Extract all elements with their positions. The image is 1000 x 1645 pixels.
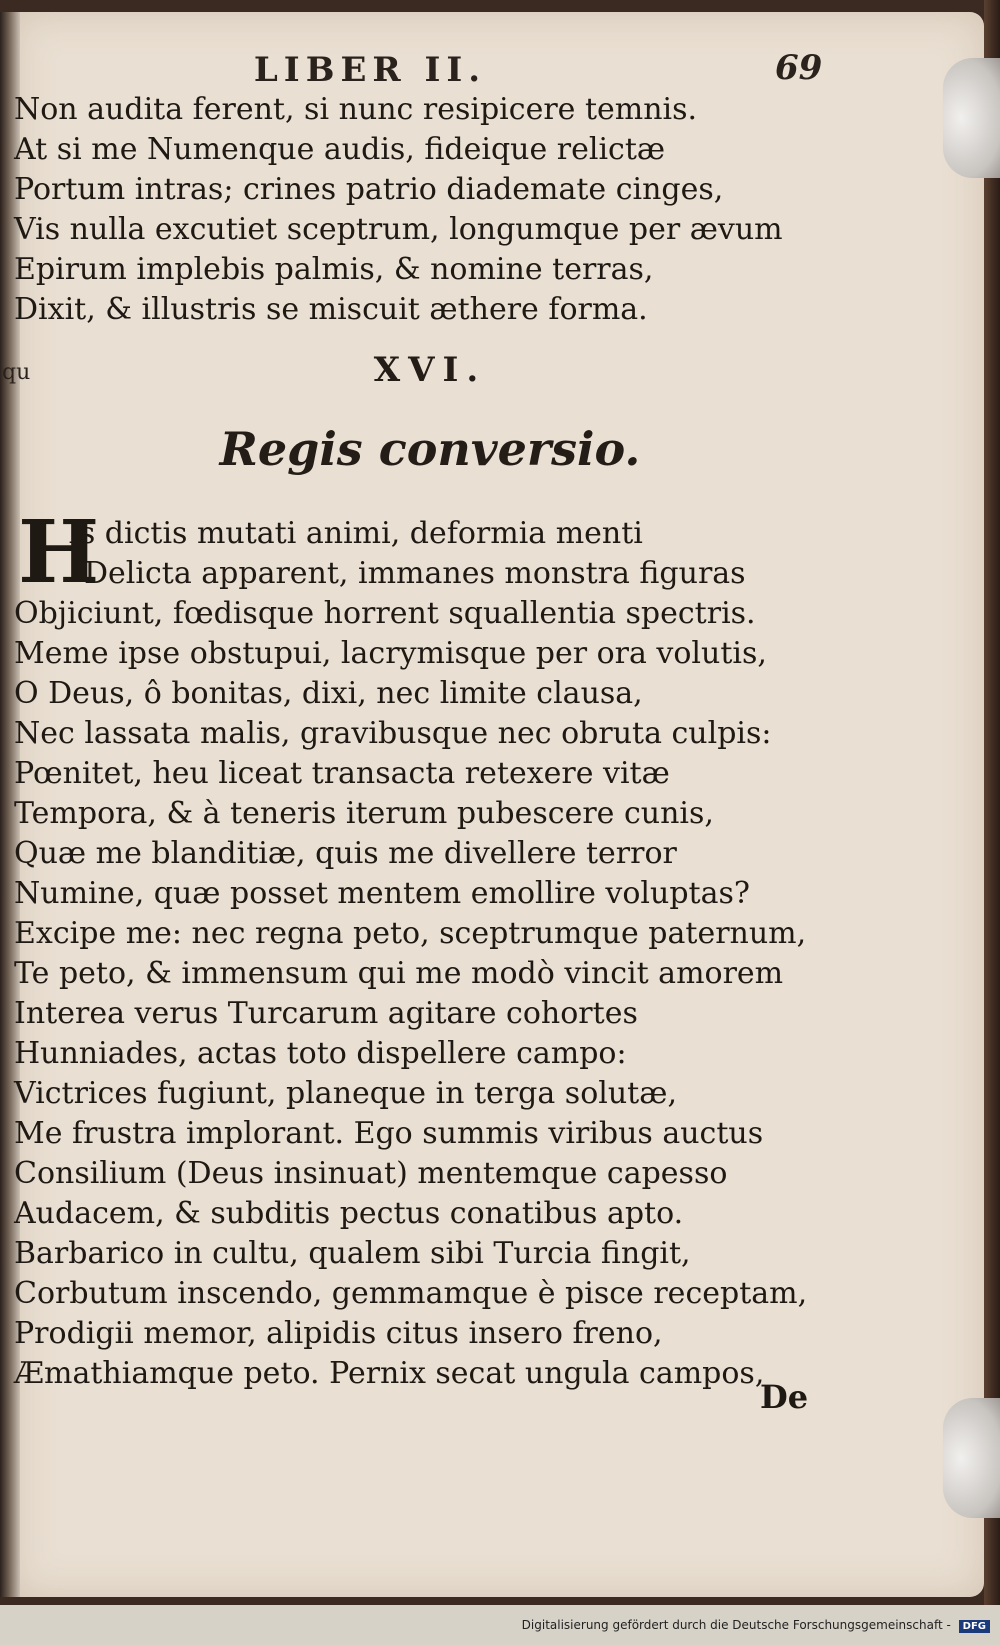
- margin-note: qu: [2, 360, 31, 385]
- book-binding-edge: [984, 0, 1000, 1605]
- verse-line: Vis nulla excutiet sceptrum, longumque per ævum: [14, 212, 783, 247]
- verse-line: Corbutum inscendo, gemmamque è pisce receptam,: [14, 1276, 808, 1311]
- drop-capital: H: [18, 502, 100, 603]
- verse-line: Victrices fugiunt, planeque in terga solutæ,: [14, 1076, 677, 1111]
- verse-line: Is dictis mutati animi, deformia menti: [68, 516, 643, 551]
- verse-line: Non audita ferent, si nunc resipicere temnis.: [14, 92, 698, 127]
- verse-line: O Deus, ô bonitas, dixi, nec limite clausa,: [14, 676, 643, 711]
- book-clasp-bottom: [943, 1398, 1000, 1518]
- verse-line: Pœnitet, heu liceat transacta retexere vitæ: [14, 756, 670, 791]
- verse-line: Prodigii memor, alipidis citus insero freno,: [14, 1316, 663, 1351]
- verse-line: Audacem, & subditis pectus conatibus apto.: [14, 1196, 684, 1231]
- verse-line: Dixit, & illustris se miscuit æthere forma.: [14, 292, 648, 327]
- verse-line: Interea verus Turcarum agitare cohortes: [14, 996, 638, 1031]
- verse-line: Te peto, & immensum qui me modò vincit amorem: [14, 956, 784, 991]
- footer-text: Digitalisierung gefördert durch die Deutsche Forschungsgemeinschaft -: [521, 1618, 951, 1632]
- verse-line: Delicta apparent, immanes monstra figuras: [84, 556, 746, 591]
- verse-line: Consilium (Deus insinuat) mentemque capesso: [14, 1156, 728, 1191]
- digitization-footer: [522, 1618, 990, 1633]
- verse-line: Tempora, & à teneris iterum pubescere cunis,: [14, 796, 714, 831]
- dfg-logo: DFG: [959, 1620, 990, 1633]
- section-title: Regis conversio.: [219, 422, 641, 476]
- verse-line: Nec lassata malis, gravibusque nec obruta culpis:: [14, 716, 772, 751]
- verse-line: Portum intras; crines patrio diademate cinges,: [14, 172, 724, 207]
- verse-line: Numine, quæ posset mentem emollire voluptas?: [14, 876, 750, 911]
- verse-line: At si me Numenque audis, fideique relictæ: [14, 132, 666, 167]
- catchword: De: [760, 1378, 809, 1416]
- verse-line: Excipe me: nec regna peto, sceptrumque paternum,: [14, 916, 807, 951]
- section-number: XVI.: [373, 350, 487, 390]
- verse-line: Æmathiamque peto. Pernix secat ungula campos,: [14, 1356, 765, 1391]
- verse-line: Objiciunt, fœdisque horrent squallentia spectris.: [14, 596, 756, 631]
- verse-line: Me frustra implorant. Ego summis viribus auctus: [14, 1116, 764, 1151]
- verse-line: Epirum implebis palmis, & nomine terras,: [14, 252, 654, 287]
- verse-line: Quæ me blanditiæ, quis me divellere terror: [14, 836, 677, 871]
- verse-line: Meme ipse obstupui, lacrymisque per ora volutis,: [14, 636, 767, 671]
- verse-line: Hunniades, actas toto dispellere campo:: [14, 1036, 627, 1071]
- verse-line: Barbarico in cultu, qualem sibi Turcia fingit,: [14, 1236, 691, 1271]
- running-header: LIBER II.: [253, 50, 487, 90]
- book-clasp-top: [943, 58, 1000, 178]
- page-number: 69: [775, 48, 823, 88]
